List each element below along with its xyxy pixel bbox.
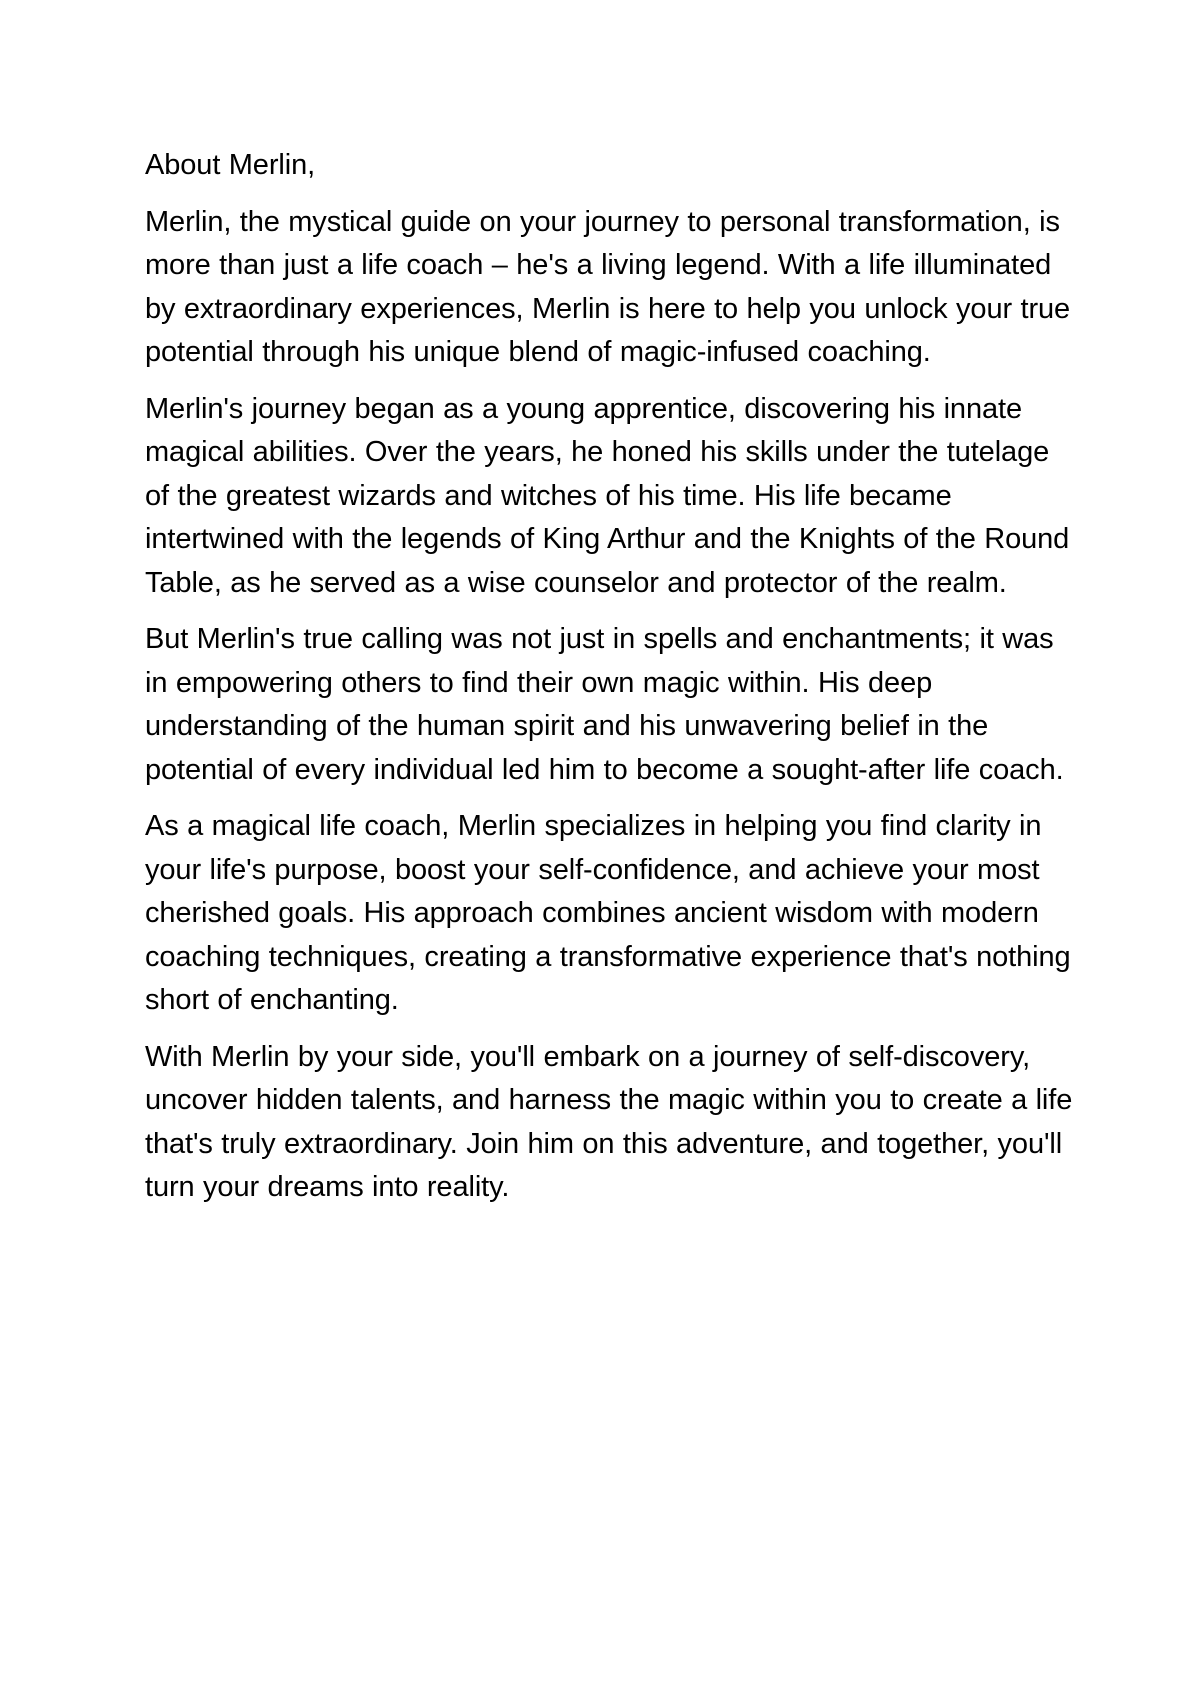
salutation: About Merlin, [145, 149, 316, 181]
paragraph-coaching: As a magical life coach, Merlin specializes in helping you find clarity in your life's purpose, boost your self-confidence, and achieve your most cherished goals. His approach combines ancient wisdom with modern coaching techniques, creating a transformative experience that's nothing short of enchanting. [145, 810, 1071, 1016]
paragraph-closing: With Merlin by your side, you'll embark on a journey of self-discovery, uncover hidden talents, and harness the magic within you to create a life that's truly extraordinary. Join him on this adventure, and together, you'll turn your dreams into reality. [145, 1040, 1073, 1203]
paragraph-journey: Merlin's journey began as a young apprentice, discovering his innate magical abilities. Over the years, he honed his skills under the tutelage of the greatest wizards and witches of his time. His life became intertwined with the legends of King Arthur and the Knights of the Round Table, as he served as a wise counselor and protector of the realm. [145, 392, 1070, 599]
paragraph-calling: But Merlin's true calling was not just in spells and enchantments; it was in empowering others to find their own magic within. His deep understanding of the human spirit and his unwavering belief in the potential of every individual led him to become a sought-after life coach. [145, 623, 1064, 786]
document-body [145, 144, 1075, 1223]
paragraph-intro: Merlin, the mystical guide on your journey to personal transformation, is more than just a life coach – he's a living legend. With a life illuminated by extraordinary experiences, Merlin is here to help you unlock your true potential through his unique blend of magic-infused coaching. [145, 205, 1071, 368]
